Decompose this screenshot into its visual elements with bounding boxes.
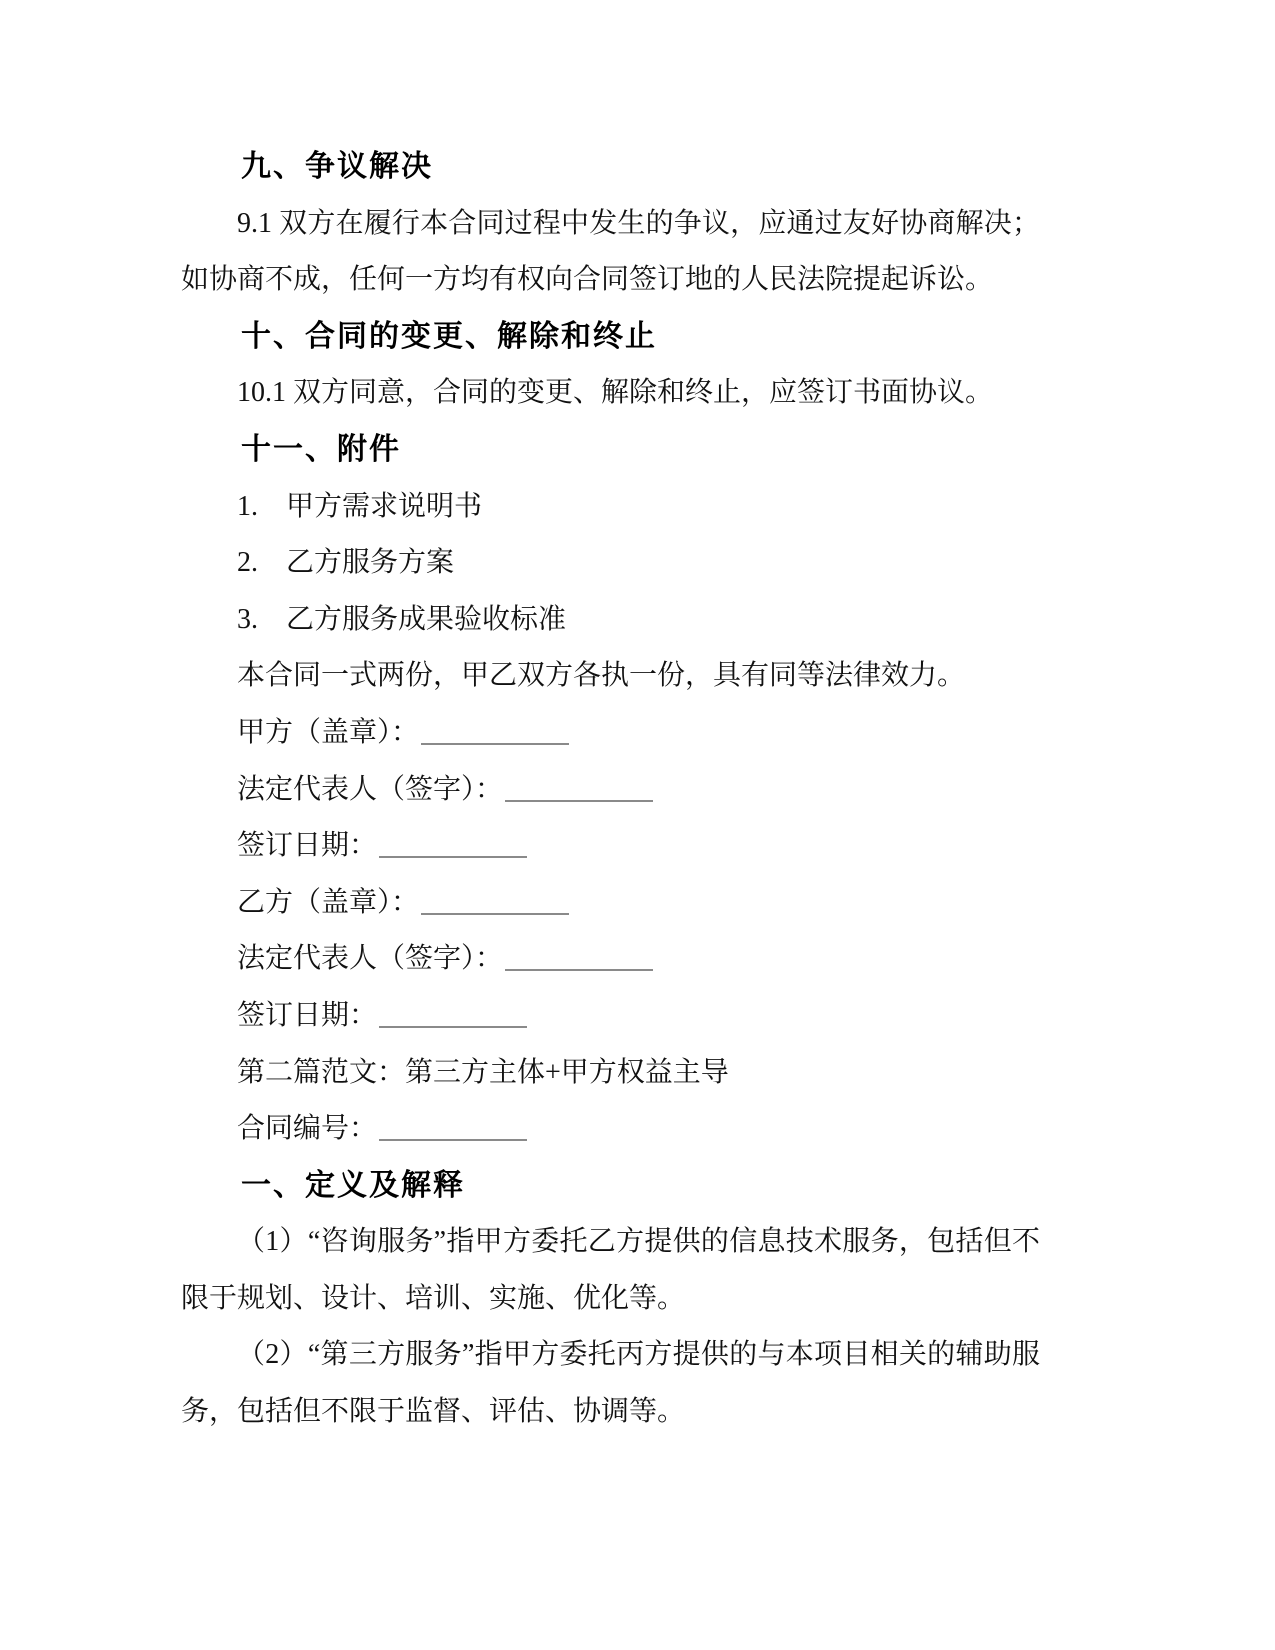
- signature-row: [181, 705, 1040, 762]
- paragraph: 9.1 双方在履行本合同过程中发生的争议，应通过友好协商解决；如协商不成，任何一方均有权向合同签订地的人民法院提起诉讼。: [181, 207, 1040, 296]
- signature-row: [181, 1101, 1040, 1158]
- paragraph: （1）“咨询服务”指甲方委托乙方提供的信息技术服务，包括但不限于规划、设计、培训、实施、优化等。: [181, 1226, 1040, 1314]
- paragraph: 第二篇范文：第三方主体+甲方权益主导: [237, 1056, 729, 1088]
- fill-in-blank: [421, 743, 569, 745]
- paragraph: 3. 乙方服务成果验收标准: [237, 603, 567, 635]
- paragraph: 本合同一式两份，甲乙双方各执一份，具有同等法律效力。: [237, 660, 966, 692]
- signature-row: [181, 818, 1040, 875]
- signature-label: 法定代表人（签字）：: [237, 943, 504, 975]
- signature-label: 合同编号：: [237, 1113, 378, 1145]
- signature-row: [181, 988, 1040, 1045]
- paragraph: 2. 乙方服务方案: [237, 547, 455, 579]
- signature-label: 签订日期：: [237, 830, 378, 862]
- fill-in-blank: [379, 1026, 527, 1028]
- section-heading: 十一、附件: [241, 432, 401, 466]
- fill-in-blank: [505, 969, 653, 971]
- document-body: [181, 139, 1040, 1441]
- signature-label: 甲方（盖章）：: [237, 716, 420, 748]
- paragraph: （2）“第三方服务”指甲方委托丙方提供的与本项目相关的辅助服务，包括但不限于监督、评估、协调等。: [181, 1339, 1040, 1428]
- section-heading: 一、定义及解释: [241, 1168, 465, 1202]
- signature-label: 签订日期：: [237, 999, 378, 1031]
- paragraph: 10.1 双方同意，合同的变更、解除和终止，应签订书面协议。: [237, 377, 994, 409]
- signature-row: [181, 931, 1040, 988]
- fill-in-blank: [379, 1139, 527, 1141]
- section-heading: 九、争议解决: [241, 150, 433, 183]
- signature-row: [181, 762, 1040, 819]
- signature-label: 乙方（盖章）：: [237, 886, 420, 918]
- paragraph: 1. 甲方需求说明书: [237, 490, 483, 522]
- fill-in-blank: [379, 856, 527, 858]
- signature-row: [181, 875, 1040, 932]
- fill-in-blank: [421, 913, 569, 915]
- section-heading: 十、合同的变更、解除和终止: [241, 319, 657, 353]
- fill-in-blank: [505, 800, 653, 802]
- signature-label: 法定代表人（签字）：: [237, 773, 504, 805]
